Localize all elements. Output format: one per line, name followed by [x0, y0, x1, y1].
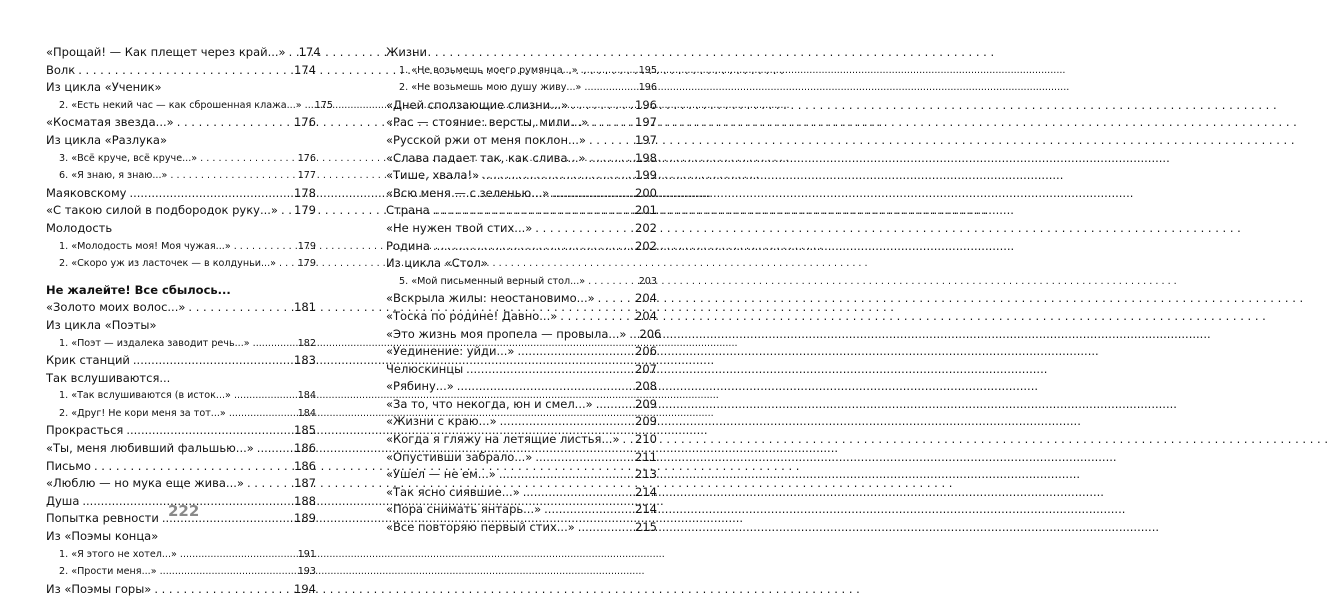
entry-title: «Это жизнь моя пропела — провыла...»	[386, 326, 627, 341]
entry-title: «Русской ржи от меня поклон...»	[386, 132, 586, 147]
toc-subentry	[46, 167, 316, 185]
dot-leader	[479, 167, 633, 185]
entry-title: Попытка ревности	[46, 511, 159, 526]
entry-title: «Опустивши забрало...»	[386, 449, 533, 464]
page-ref: 184	[297, 390, 316, 402]
entry-title: «Жизни с краю...»	[386, 414, 497, 429]
page-ref: 196	[635, 97, 657, 112]
page-ref: 183	[294, 353, 316, 368]
page-ref: 174	[294, 62, 316, 77]
entry-title: «Ты, меня любивший фальшью...»	[46, 441, 254, 456]
dot-leader	[254, 440, 292, 458]
page-ref: 177	[297, 170, 316, 182]
dot-leader	[588, 114, 633, 132]
entry-title: Крик станций	[46, 353, 130, 368]
entry-title: Из «Поэмы конца»	[46, 529, 159, 544]
toc-entry	[46, 317, 316, 335]
page-ref: 194	[294, 581, 316, 596]
entry-title: Прокрасться	[46, 423, 124, 438]
toc-entry	[46, 62, 316, 80]
entry-title: 2. «Есть некий час — как сброшенная клажа...»	[59, 99, 302, 111]
entry-title: «Так ясно сиявшие...»	[386, 484, 520, 499]
entry-title: 1. «Поэт — издалека заводит речь...»	[59, 337, 250, 349]
entry-title: Из цикла «Ученик»	[46, 80, 162, 95]
toc-entry	[386, 202, 657, 220]
page-ref: 211	[635, 449, 657, 464]
page-ref: 188	[294, 493, 316, 508]
dot-leader	[231, 387, 296, 405]
page-ref: 204	[635, 308, 657, 323]
entry-title: «Ушел — не ем...»	[386, 467, 496, 482]
page-ref: 184	[297, 407, 316, 419]
page-ref: 208	[635, 379, 657, 394]
toc-entry	[386, 501, 657, 519]
page-ref: 198	[635, 150, 657, 165]
entry-title: Письмо	[46, 458, 91, 473]
dot-leader	[568, 97, 633, 115]
dot-leader	[126, 185, 292, 203]
page-ref: 213	[635, 467, 657, 482]
page-ref: 191	[297, 548, 316, 560]
page-ref: 178	[294, 185, 316, 200]
entry-title: «Золото моих волос...»	[46, 300, 186, 315]
page-ref: 174	[298, 45, 321, 59]
entry-title: «Тише, хвала!»	[386, 168, 480, 183]
toc-entry	[386, 114, 657, 132]
page-ref: 182	[297, 337, 316, 349]
toc-entry	[46, 114, 316, 132]
entry-title: «С такою силой в подбородок руку...»	[46, 203, 278, 218]
section-heading	[46, 282, 316, 300]
toc-entry	[46, 299, 316, 317]
dot-leader	[514, 343, 633, 361]
dot-leader	[197, 150, 296, 168]
entry-title: «Пора снимать янтарь...»	[386, 502, 542, 517]
toc-entry	[46, 220, 316, 238]
dot-leader	[549, 185, 633, 203]
page-ref: 215	[635, 520, 657, 535]
dot-leader	[497, 413, 633, 431]
entry-title: «Дней сползающие слизни...»	[386, 97, 569, 112]
toc-entry	[386, 167, 657, 185]
entry-title: Из цикла «Поэты»	[46, 317, 157, 332]
dot-leader	[585, 273, 637, 291]
toc-entry	[386, 413, 657, 431]
dot-leader	[586, 132, 633, 150]
entry-title: 2. «Не возьмешь мою душу живу...»	[399, 82, 582, 94]
toc-entry	[386, 255, 657, 273]
page-ref: 181	[294, 300, 316, 315]
entry-title: 5. «Мой письменный верный стол...»	[399, 275, 586, 287]
page-ref: 203	[638, 275, 657, 287]
entry-title: «Прощай! — Как плещет через край...»	[46, 45, 286, 59]
dot-leader	[226, 405, 296, 423]
toc-entry	[386, 44, 657, 62]
dot-leader	[91, 458, 292, 476]
dot-leader	[185, 299, 292, 317]
dot-leader	[626, 326, 637, 344]
dot-leader	[541, 501, 633, 519]
toc-entry	[46, 440, 316, 458]
toc-entry	[386, 361, 657, 379]
dot-leader	[454, 378, 633, 396]
page-ref: 189	[294, 511, 316, 526]
page-ref: 202	[635, 220, 657, 235]
page-ref: 176	[297, 152, 316, 164]
page-ref: 207	[635, 361, 657, 376]
entry-title: Родина	[386, 238, 430, 253]
entry-title: Молодость	[46, 220, 113, 235]
entry-title: 6. «Я знаю, я знаю...»	[59, 170, 168, 182]
entry-title: Не жалейте! Все сбылось...	[46, 282, 231, 297]
dot-leader	[532, 220, 633, 238]
dot-leader	[430, 238, 633, 256]
toc-subentry	[386, 79, 657, 97]
page-ref: 206	[635, 344, 657, 359]
entry-title: «За то, что некогда, юн и смел...»	[386, 396, 593, 411]
dot-leader	[619, 431, 633, 449]
toc-entry	[386, 290, 657, 308]
page-ref: 197	[635, 115, 657, 130]
toc-subentry	[46, 563, 316, 581]
toc-subentry	[46, 387, 316, 405]
toc-entry	[386, 238, 657, 256]
entry-title: «Тоска по родине! Давно...»	[386, 308, 558, 323]
toc-entry	[386, 431, 657, 449]
entry-title: 1. «Молодость моя! Моя чужая...»	[59, 240, 231, 252]
entry-title: «Не нужен твой стих...»	[386, 220, 533, 235]
page-ref: 210	[635, 432, 657, 447]
page-ref: 179	[294, 203, 316, 218]
toc-entry	[386, 150, 657, 168]
dot-leader	[130, 352, 292, 370]
page-number: 222	[168, 502, 200, 520]
toc-subentry	[46, 405, 316, 423]
toc-subentry	[46, 255, 316, 273]
entry-title: «Люблю — но мука еще жива...»	[46, 476, 244, 491]
entry-title: 2. «Прости меня...»	[59, 566, 157, 578]
toc-entry	[46, 581, 316, 598]
toc-entry	[386, 466, 657, 484]
toc-subentry	[386, 273, 657, 291]
toc-entry	[46, 132, 316, 150]
dot-leader	[167, 167, 295, 185]
dot-leader	[595, 290, 633, 308]
dot-leader	[581, 79, 636, 97]
dot-leader	[586, 150, 634, 168]
dot-leader	[231, 238, 296, 256]
toc-subentry	[46, 335, 316, 353]
page-ref: 196	[638, 82, 657, 94]
toc-subentry	[46, 97, 333, 115]
dot-leader	[557, 308, 633, 326]
entry-title: 1. «Так вслушиваются (в исток...»	[59, 390, 231, 402]
toc-entry	[386, 378, 657, 396]
dot-leader	[578, 62, 637, 80]
entry-title: Из цикла «Стол»	[386, 256, 488, 271]
toc-entry	[386, 484, 657, 502]
toc-entry	[386, 308, 657, 326]
entry-title: Из «Поэмы горы»	[46, 581, 152, 596]
entry-title: Жизни	[386, 45, 427, 59]
entry-title: «Косматая звезда...»	[46, 115, 174, 130]
page-ref: 214	[635, 502, 657, 517]
toc-entry	[46, 422, 316, 440]
page-ref: 214	[635, 484, 657, 499]
dot-leader	[174, 114, 292, 132]
toc-entry	[46, 44, 321, 62]
entry-title: «Вскрыла жилы: неостановимо...»	[386, 291, 595, 306]
toc-entry	[386, 449, 657, 467]
dot-leader	[496, 466, 633, 484]
dot-leader	[276, 255, 296, 273]
page-ref: 176	[294, 115, 316, 130]
toc-entry	[386, 185, 657, 203]
dot-leader	[302, 97, 313, 115]
entry-title: Из цикла «Разлука»	[46, 132, 167, 147]
page-ref: 199	[635, 168, 657, 183]
dot-leader	[532, 449, 633, 467]
toc-entry	[46, 185, 316, 203]
page-ref: 209	[635, 396, 657, 411]
entry-title: «Рас — стояние: версты, мили...»	[386, 115, 589, 130]
entry-title: Страна	[386, 203, 430, 218]
toc-entry	[386, 97, 657, 115]
page-ref: 200	[635, 185, 657, 200]
entry-title: «Слава падает так, как слива...»	[386, 150, 586, 165]
dot-leader	[520, 484, 633, 502]
page-ref: 209	[635, 414, 657, 429]
page-ref: 179	[297, 240, 316, 252]
entry-title: 3. «Всё круче, всё круче...»	[59, 152, 198, 164]
toc-entry	[386, 343, 657, 361]
entry-title: 2. «Скоро уж из ласточек — в колдуньи...»	[59, 258, 276, 270]
page-ref: 193	[297, 566, 316, 578]
entry-title: «Всю меня — с зеленью...»	[386, 185, 550, 200]
entry-title: Так вслушиваются...	[46, 370, 171, 385]
dot-leader	[244, 475, 292, 493]
entry-title: 1. «Я этого не хотел...»	[59, 548, 177, 560]
entry-title: Маяковскому	[46, 185, 127, 200]
page-ref: 175	[314, 99, 333, 111]
toc-entry	[46, 352, 316, 370]
dot-leader	[250, 335, 296, 353]
dot-leader	[278, 202, 292, 220]
entry-title: «Рябину...»	[386, 379, 454, 394]
toc-subentry	[46, 546, 316, 564]
page-ref: 201	[635, 203, 657, 218]
entry-title: «Когда я гляжу на летящие листья...»	[386, 432, 620, 447]
page-ref: 197	[635, 132, 657, 147]
toc-entry	[46, 528, 316, 546]
toc-subentry	[46, 238, 316, 256]
page-ref: 195	[638, 64, 657, 76]
toc-entry	[46, 202, 316, 220]
toc-right-column	[386, 44, 662, 537]
entry-title: Душа	[46, 493, 80, 508]
toc-entry	[386, 326, 662, 344]
dot-leader	[75, 62, 292, 80]
page-ref: 204	[635, 291, 657, 306]
page-ref: 187	[294, 476, 316, 491]
toc-subentry	[386, 62, 657, 80]
dot-leader	[157, 563, 296, 581]
dot-leader	[123, 422, 292, 440]
dot-leader	[593, 396, 633, 414]
toc-entry	[46, 458, 316, 476]
toc-entry	[386, 519, 657, 537]
page-ref: 206	[639, 326, 662, 341]
dot-leader	[575, 519, 633, 537]
entry-title: Челюскинцы	[386, 361, 464, 376]
toc-entry	[386, 220, 657, 238]
entry-title: 2. «Друг! Не кори меня за тот...»	[59, 407, 226, 419]
toc-subentry	[46, 150, 316, 168]
dot-leader	[463, 361, 633, 379]
entry-title: «Уединение: уйди...»	[386, 344, 515, 359]
entry-title: 1. «Не возьмешь моего румянца...»	[399, 64, 578, 76]
page-ref: 186	[294, 458, 316, 473]
toc-entry	[386, 132, 657, 150]
entry-title: Волк	[46, 62, 76, 77]
page-ref: 202	[635, 238, 657, 253]
dot-leader	[286, 44, 297, 62]
dot-leader	[177, 546, 296, 564]
page-ref: 179	[297, 258, 316, 270]
toc-entry	[386, 396, 657, 414]
dot-leader	[430, 202, 633, 220]
entry-title: «Все повторяю первый стих...»	[386, 520, 575, 535]
page-ref: 185	[294, 423, 316, 438]
dot-leader	[151, 581, 292, 598]
toc-entry	[46, 370, 316, 388]
page-ref: 186	[294, 441, 316, 456]
toc-entry	[46, 475, 316, 493]
toc-entry	[46, 79, 316, 97]
